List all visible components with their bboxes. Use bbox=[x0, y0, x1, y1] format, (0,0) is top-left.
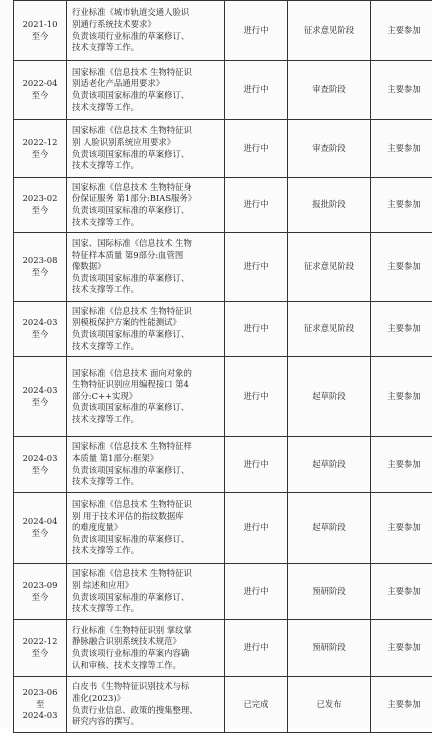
description-line: 负责该项国家标准的草案修订、 bbox=[72, 534, 220, 546]
description-cell bbox=[67, 677, 225, 733]
date-cell bbox=[14, 233, 67, 302]
description-line: 别模板保护方案的性能测试》 bbox=[72, 317, 220, 329]
description-cell bbox=[67, 437, 225, 493]
description-line: 别 综述和应用》 bbox=[72, 580, 220, 592]
date-line: 至今 bbox=[14, 149, 66, 161]
date-cell bbox=[14, 178, 67, 233]
description-line: 本质量 第1部分:框架》 bbox=[72, 453, 220, 465]
date-line: 2022-04 bbox=[14, 78, 66, 90]
description-line: 负责该项行业标准的草案内容确 bbox=[72, 648, 220, 660]
table-row bbox=[14, 437, 432, 493]
description-line: 研究内容的撰写。 bbox=[72, 716, 220, 728]
description-line: 部分:C++实现》 bbox=[72, 391, 220, 403]
table-row bbox=[14, 620, 432, 677]
status-cell: 进行中 bbox=[225, 493, 288, 564]
description-line: 别 人脸识别系统应用要求》 bbox=[72, 137, 220, 149]
date-cell bbox=[14, 564, 67, 620]
description-line: 负责该项国家标准的草案修订、 bbox=[72, 149, 220, 161]
stage-cell: 起草阶段 bbox=[288, 357, 371, 437]
description-line: 技术支撑等工作。 bbox=[72, 217, 220, 229]
description-line: 静脉融合识别系统技术规范》 bbox=[72, 636, 220, 648]
description-line: 技术支撑等工作。 bbox=[72, 102, 220, 114]
description-line: 技术支撑等工作。 bbox=[72, 545, 220, 557]
description-line: 技术支撑等工作。 bbox=[72, 603, 220, 615]
description-line: 国家标准《信息技术 生物特征识 bbox=[72, 568, 220, 580]
description-line: 白皮书《生物特征识别技术与标 bbox=[72, 681, 220, 693]
description-line: 负责行业信息、政策的搜集整理、 bbox=[72, 705, 220, 717]
date-line: 至今 bbox=[14, 31, 66, 43]
date-cell bbox=[14, 61, 67, 120]
date-line: 2023-02 bbox=[14, 193, 66, 205]
description-cell bbox=[67, 120, 225, 178]
date-line: 2024-04 bbox=[14, 516, 66, 528]
stage-cell: 起草阶段 bbox=[288, 493, 371, 564]
date-line: 至今 bbox=[14, 465, 66, 477]
stage-cell: 征求意见阶段 bbox=[288, 233, 371, 302]
date-line: 2021-10 bbox=[14, 19, 66, 31]
status-cell: 进行中 bbox=[225, 437, 288, 493]
stage-cell: 起草阶段 bbox=[288, 437, 371, 493]
date-cell bbox=[14, 302, 67, 357]
date-cell bbox=[14, 677, 67, 733]
description-line: 负责该项国家标准的草案修订、 bbox=[72, 402, 220, 414]
date-line: 2023-06 bbox=[14, 687, 66, 699]
description-line: 别 用于技术评估的指纹数据库 bbox=[72, 511, 220, 523]
status-cell: 进行中 bbox=[225, 564, 288, 620]
description-line: 技术支撑等工作。 bbox=[72, 476, 220, 488]
status-cell: 进行中 bbox=[225, 178, 288, 233]
description-line: 的难度度量》 bbox=[72, 522, 220, 534]
description-cell bbox=[67, 1, 225, 61]
description-line: 负责该项国家标准的草案修订、 bbox=[72, 273, 220, 285]
description-line: 国家、国际标准《信息技术 生物 bbox=[72, 238, 220, 250]
role-cell: 主要参加 bbox=[371, 677, 432, 733]
description-line: 别适老化产品通用要求》 bbox=[72, 78, 220, 90]
description-cell bbox=[67, 620, 225, 677]
role-cell: 主要参加 bbox=[371, 302, 432, 357]
description-cell bbox=[67, 357, 225, 437]
description-line: 别通行系统技术要求》 bbox=[72, 19, 220, 31]
description-cell bbox=[67, 233, 225, 302]
description-line: 国家标准《信息技术 生物特征识 bbox=[72, 67, 220, 79]
date-line: 2024-03 bbox=[14, 385, 66, 397]
role-cell: 主要参加 bbox=[371, 437, 432, 493]
description-cell bbox=[67, 61, 225, 120]
description-line: 国家标准《信息技术 生物特征样 bbox=[72, 441, 220, 453]
date-line: 至今 bbox=[14, 648, 66, 660]
description-line: 技术支撑等工作。 bbox=[72, 42, 220, 54]
role-cell: 主要参加 bbox=[371, 1, 432, 61]
date-cell bbox=[14, 493, 67, 564]
description-line: 负责该项国家标准的草案修订、 bbox=[72, 205, 220, 217]
description-line: 负责该项国家标准的草案修订、 bbox=[72, 465, 220, 477]
description-line: 行业标准《生物特征识别 掌纹掌 bbox=[72, 625, 220, 637]
date-cell bbox=[14, 120, 67, 178]
date-line: 至今 bbox=[14, 267, 66, 279]
description-line: 技术支撑等工作。 bbox=[72, 414, 220, 426]
date-line: 2024-03 bbox=[14, 453, 66, 465]
role-cell: 主要参加 bbox=[371, 120, 432, 178]
description-line: 份保证服务 第1部分:BIAS服务》 bbox=[72, 193, 220, 205]
date-line: 2024-03 bbox=[14, 317, 66, 329]
status-cell: 进行中 bbox=[225, 620, 288, 677]
description-line: 国家标准《信息技术 生物特征身 bbox=[72, 182, 220, 194]
role-cell: 主要参加 bbox=[371, 357, 432, 437]
date-line: 2023-09 bbox=[14, 580, 66, 592]
description-line: 技术支撑等工作。 bbox=[72, 341, 220, 353]
role-cell: 主要参加 bbox=[371, 493, 432, 564]
table-row bbox=[14, 302, 432, 357]
table-row bbox=[14, 120, 432, 178]
description-line: 负责该项行业标准的草案修订、 bbox=[72, 31, 220, 43]
table-row bbox=[14, 233, 432, 302]
standards-table bbox=[13, 0, 432, 733]
description-line: 认和审核、技术支撑等工作。 bbox=[72, 660, 220, 672]
description-line: 特征样本质量 第9部分:血管图 bbox=[72, 250, 220, 262]
status-cell: 进行中 bbox=[225, 120, 288, 178]
date-cell bbox=[14, 437, 67, 493]
role-cell: 主要参加 bbox=[371, 61, 432, 120]
stage-cell: 审查阶段 bbox=[288, 61, 371, 120]
table-row bbox=[14, 357, 432, 437]
stage-cell: 预研阶段 bbox=[288, 564, 371, 620]
status-cell: 进行中 bbox=[225, 357, 288, 437]
description-line: 准化(2023)》 bbox=[72, 693, 220, 705]
role-cell: 主要参加 bbox=[371, 178, 432, 233]
description-line: 技术支撑等工作。 bbox=[72, 160, 220, 172]
stage-cell: 征求意见阶段 bbox=[288, 302, 371, 357]
description-cell bbox=[67, 564, 225, 620]
date-line: 至今 bbox=[14, 205, 66, 217]
status-cell: 进行中 bbox=[225, 302, 288, 357]
description-cell bbox=[67, 493, 225, 564]
stage-cell: 报批阶段 bbox=[288, 178, 371, 233]
description-line: 生物特征识别应用编程接口 第4 bbox=[72, 379, 220, 391]
description-line: 负责该项国家标准的草案修订、 bbox=[72, 329, 220, 341]
description-cell bbox=[67, 302, 225, 357]
description-line: 国家标准《信息技术 生物特征识 bbox=[72, 125, 220, 137]
description-line: 国家标准《信息技术 面向对象的 bbox=[72, 368, 220, 380]
table-row bbox=[14, 178, 432, 233]
description-line: 国家标准《信息技术 生物特征识 bbox=[72, 306, 220, 318]
date-line: 2024-03 bbox=[14, 710, 66, 722]
role-cell: 主要参加 bbox=[371, 620, 432, 677]
stage-cell: 审查阶段 bbox=[288, 120, 371, 178]
date-line: 至今 bbox=[14, 592, 66, 604]
role-cell: 主要参加 bbox=[371, 233, 432, 302]
standards-table-body bbox=[14, 1, 432, 733]
description-line: 技术支撑等工作。 bbox=[72, 284, 220, 296]
description-line: 像数据》 bbox=[72, 261, 220, 273]
date-line: 至今 bbox=[14, 90, 66, 102]
date-line: 至今 bbox=[14, 528, 66, 540]
description-line: 国家标准《信息技术 生物特征识 bbox=[72, 499, 220, 511]
description-line: 行业标准《城市轨道交通人脸识 bbox=[72, 7, 220, 19]
stage-cell: 已发布 bbox=[288, 677, 371, 733]
date-line: 2022-12 bbox=[14, 137, 66, 149]
status-cell: 进行中 bbox=[225, 233, 288, 302]
date-line: 至 bbox=[14, 699, 66, 711]
date-line: 至今 bbox=[14, 397, 66, 409]
table-row bbox=[14, 677, 432, 733]
date-cell bbox=[14, 620, 67, 677]
date-line: 至今 bbox=[14, 329, 66, 341]
status-cell: 进行中 bbox=[225, 1, 288, 61]
date-cell bbox=[14, 357, 67, 437]
role-cell: 主要参加 bbox=[371, 564, 432, 620]
table-row bbox=[14, 564, 432, 620]
date-cell bbox=[14, 1, 67, 61]
status-cell: 进行中 bbox=[225, 61, 288, 120]
description-line: 负责该项国家标准的草案修订、 bbox=[72, 90, 220, 102]
description-cell bbox=[67, 178, 225, 233]
stage-cell: 预研阶段 bbox=[288, 620, 371, 677]
status-cell: 已完成 bbox=[225, 677, 288, 733]
date-line: 2022-12 bbox=[14, 636, 66, 648]
table-row bbox=[14, 61, 432, 120]
description-line: 负责该项国家标准的草案修订、 bbox=[72, 592, 220, 604]
table-row bbox=[14, 493, 432, 564]
date-line: 2023-08 bbox=[14, 255, 66, 267]
table-row bbox=[14, 1, 432, 61]
stage-cell: 征求意见阶段 bbox=[288, 1, 371, 61]
